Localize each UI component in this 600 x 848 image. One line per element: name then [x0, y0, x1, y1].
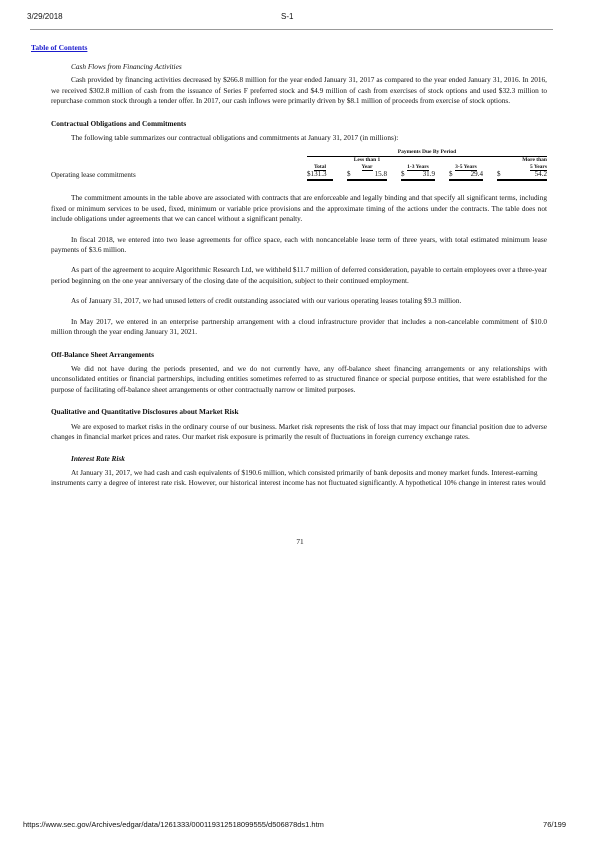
cash-flows-heading: Cash Flows from Financing Activities — [71, 62, 182, 71]
cash-flows-paragraph: Cash provided by financing activities decreased by $266.8 million for the year ended January 31, 2017 as compared to the year ended January 31, 2016. In 2016, we received $302.8 million of cash from the issuance of Series F preferred stock and $4.9 million of cash from exercises of stock options and used $32.3 million to repurchase common stock through a tender offer. In 2017, our cash inflows were primarily driven by $8.1 million of proceeds from exercise of stock options. — [51, 75, 547, 106]
col-more-than-5-line2: 5 Years — [529, 163, 547, 170]
value-less-than-1: 15.8 — [374, 170, 387, 179]
value-3-5: 29.4 — [470, 170, 483, 179]
off-balance-heading: Off-Balance Sheet Arrangements — [51, 349, 154, 359]
col-3-5-years: 3-5 Years — [455, 163, 477, 170]
footer-url: https://www.sec.gov/Archives/edgar/data/1261333/000119312518099555/d506878ds1.htm — [23, 820, 324, 829]
commitment-paragraph: The commitment amounts in the table above are associated with contracts that are enforceable and legally binding and that specify all significant terms, including fixed or minimum services to be used, fixed, minimum or variable price provisions and the approximate timing of the actions under the contracts. The table does not include obligations under agreements that we can cancel without a significant penalty. — [51, 193, 547, 224]
interest-rate-paragraph: At January 31, 2017, we had cash and cash equivalents of $190.6 million, which consisted primarily of bank deposits and money market funds. Interest-earning instruments carry a degree of interest rate risk. However, our historical interest income has not fluctuated significantly. A hypothetical 10% change in interest rates would — [51, 467, 546, 488]
payments-due-header: Payments Due By Period — [307, 149, 547, 157]
col-1-3-years: 1-3 Years — [407, 163, 429, 170]
contractual-obligations-heading: Contractual Obligations and Commitments — [51, 118, 187, 128]
col-less-than-1-line2: Year — [361, 163, 373, 170]
col-total: Total — [313, 163, 327, 170]
currency-symbol: $ — [401, 170, 405, 179]
currency-symbol: $ — [449, 170, 453, 179]
market-risk-paragraph: We are exposed to market risks in the ordinary course of our business. Market risk represents the risk of loss that may impact our financial position due to adverse changes in financial market prices and rates. Our market risk exposure is primarily the result of fluctuations in foreign currency exchange rates. — [51, 421, 547, 441]
off-balance-paragraph: We did not have during the periods presented, and we do not currently have, any off-balance sheet financing arrangements or any relationships with unconsolidated entities or financial partnerships, including entities sometimes referred to as structured finance or special purpose entities, that were established for the purpose of facilitating off-balance sheet arrangements or other contractually narrow or limited purposes. — [51, 363, 547, 394]
header-divider — [30, 29, 553, 30]
contractual-intro: The following table summarizes our contractual obligations and commitments at January 31, 2017 (in millions): — [71, 133, 399, 143]
currency-symbol: $ — [347, 170, 351, 179]
acquisition-paragraph: As part of the agreement to acquire Algorithmic Research Ltd, we withheld $11.7 million of deferred consideration, payable to certain employees over a three-year period beginning on the one year anniversary of the closing date of the acquisition, subject to their continued employment. — [51, 265, 547, 285]
table-of-contents-link[interactable]: Table of Contents — [31, 43, 88, 52]
value-more-than-5: 54.2 — [534, 170, 547, 179]
print-date: 3/29/2018 — [27, 12, 63, 21]
cloud-commitment-paragraph: In May 2017, we entered in an enterprise partnership arrangement with a cloud infrastructure provider that includes a non-cancelable commitment of $10.0 million through the year ending January 31, 2021. — [51, 316, 547, 337]
page-number: 71 — [296, 537, 304, 546]
interest-rate-heading: Interest Rate Risk — [71, 454, 125, 464]
value-total: $131.3 — [307, 170, 327, 179]
table-row — [51, 170, 547, 180]
print-header — [0, 0, 600, 32]
lease-paragraph: In fiscal 2018, we entered into two lease agreements for office space, each with noncancelable lease term of three years, with total estimated minimum lease payments of $3.6 million. — [51, 234, 547, 255]
market-risk-heading: Qualitative and Quantitative Disclosures about Market Risk — [51, 407, 239, 417]
print-title: S-1 — [281, 12, 294, 21]
contractual-obligations-table — [51, 149, 547, 181]
document-body — [51, 62, 547, 489]
letters-of-credit-paragraph: As of January 31, 2017, we had unused letters of credit outstanding associated with our various operating leases totaling $9.3 million. — [71, 296, 462, 306]
col-less-than-1-line1: Less than 1 — [353, 157, 381, 164]
value-1-3: 31.9 — [422, 170, 435, 179]
row-label: Operating lease commitments — [51, 171, 136, 180]
footer-page-count: 76/199 — [543, 820, 566, 829]
col-more-than-5-line1: More than — [522, 157, 547, 164]
currency-symbol: $ — [497, 170, 501, 179]
